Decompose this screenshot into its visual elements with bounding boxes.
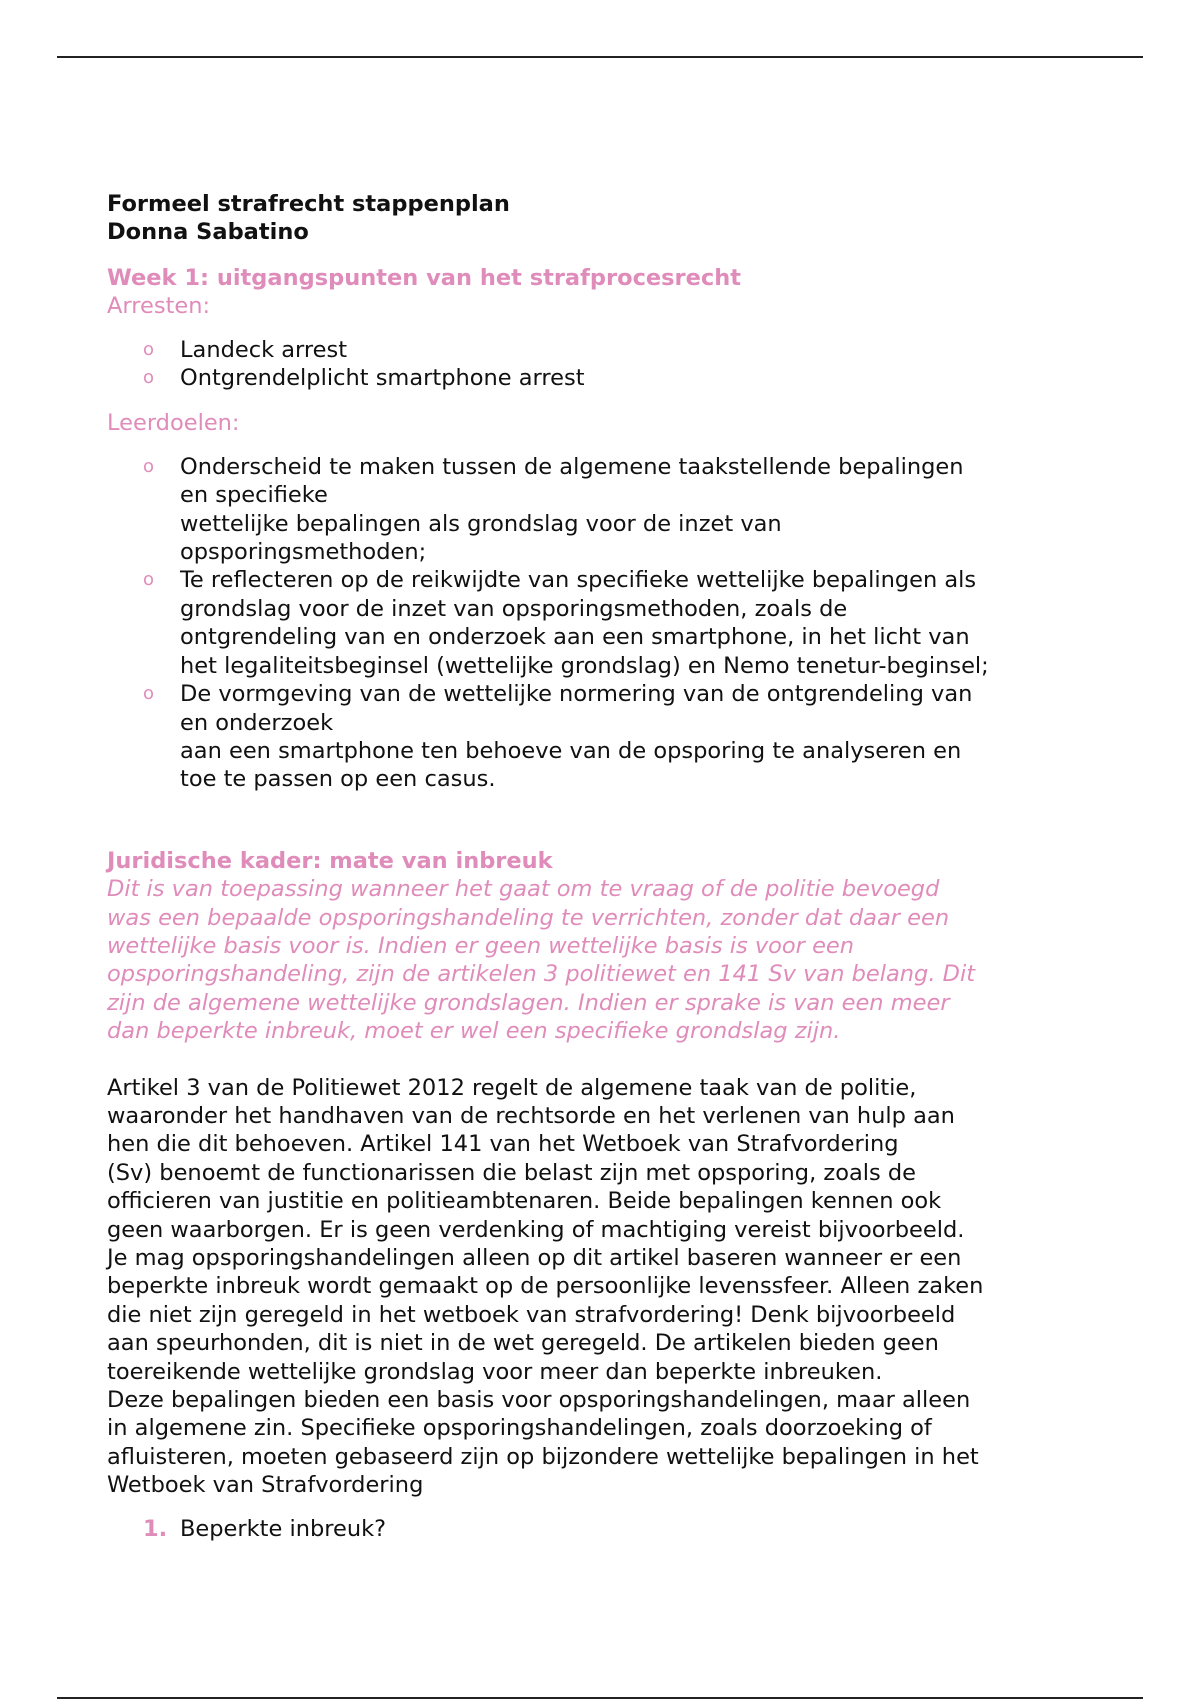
- circle-bullet-icon: o: [143, 367, 155, 389]
- doc-author: Donna Sabatino: [107, 219, 309, 246]
- list-item: o Ontgrendelplicht smartphone arrest: [143, 365, 585, 392]
- leerdoelen-list: [107, 453, 1067, 794]
- document-body: [107, 190, 1067, 1543]
- footer-rule: [57, 1697, 1143, 1699]
- list-item: o Landeck arrest: [143, 336, 348, 363]
- list-item: o Onderscheid te maken tussen de algemene taakstellende bepalingen en specifieke wettelijke bepalingen als grondslag voor de inzet van opsporingsmethoden;: [143, 453, 964, 566]
- circle-bullet-icon: o: [143, 338, 155, 360]
- list-item: o De vormgeving van de wettelijke normering van de ontgrendeling van en onderzoek aan een smartphone ten behoeve van de opsporing te analyseren en toe te passen op een casus.: [143, 681, 973, 793]
- kader-intro: Dit is van toepassing wanneer het gaat om te vraag of de politie bevoegd was een bepaalde opsporingshandeling te verrichten, zonder dat daar een wettelijke basis voor is. Indien er geen wettelijke basis is voor een opsporingshandeling, zijn de artikelen 3 politiewet en 141 Sv van belang. Dit zijn de algemene wettelijke grondslagen. Indien er sprake is van een meer dan beperkte inbreuk, moet er wel een specifieke grondslag zijn.: [107, 876, 976, 1045]
- arresten-list: [107, 336, 1067, 393]
- numbered-list: [107, 1515, 1067, 1543]
- kader-heading: Juridische kader: mate van inbreuk: [107, 847, 553, 874]
- body-paragraph: Artikel 3 van de Politiewet 2012 regelt de algemene taak van de politie, waaronder het handhaven van de rechtsorde en het verlenen van hulp aan hen die dit behoeven. Artikel 141 van het Wetboek van Strafvordering (Sv) benoemt de functionarissen die belast zijn met opsporing, zoals de officieren van justitie en politieambtenaren. Beide bepalingen kennen ook geen waarborgen. Er is geen verdenking of machtiging vereist bijvoorbeeld. Je mag opsporingshandelingen alleen op dit artikel baseren wanneer er een beperkte inbreuk wordt gemaakt op de persoonlijke levenssfeer. Alleen zaken die niet zijn geregeld in het wetboek van strafvordering! Denk bijvoorbeeld aan speurhonden, dit is niet in de wet geregeld. De artikelen bieden geen toereikende wettelijke grondslag voor meer dan beperkte inbreuken. Deze bepalingen bieden een basis voor opsporingshandelingen, maar alleen in algemene zin. Specifieke opsporingshandelingen, zoals doorzoeking of afluisteren, moeten gebaseerd zijn op bijzondere wettelijke bepalingen in het Wetboek van Strafvordering: [107, 1074, 984, 1499]
- header-rule: [57, 56, 1143, 58]
- circle-bullet-icon: o: [143, 455, 155, 477]
- circle-bullet-icon: o: [143, 683, 155, 705]
- list-item: o Te reflecteren op de reikwijdte van specifieke wettelijke bepalingen als grondslag voor de inzet van opsporingsmethoden, zoals de ontgrendeling van en onderzoek aan een smartphone, in het licht van het legaliteitsbeginsel (wettelijke grondslag) en Nemo tenetur-beginsel;: [143, 567, 989, 679]
- list-item: 1. Beperkte inbreuk?: [143, 1515, 387, 1542]
- list-number: 1.: [143, 1515, 168, 1542]
- doc-title: Formeel strafrecht stappenplan: [107, 191, 510, 217]
- arresten-label: Arresten:: [107, 293, 211, 320]
- leerdoelen-label: Leerdoelen:: [107, 410, 240, 437]
- circle-bullet-icon: o: [143, 569, 155, 591]
- week-heading: Week 1: uitgangspunten van het strafprocesrecht: [107, 264, 742, 291]
